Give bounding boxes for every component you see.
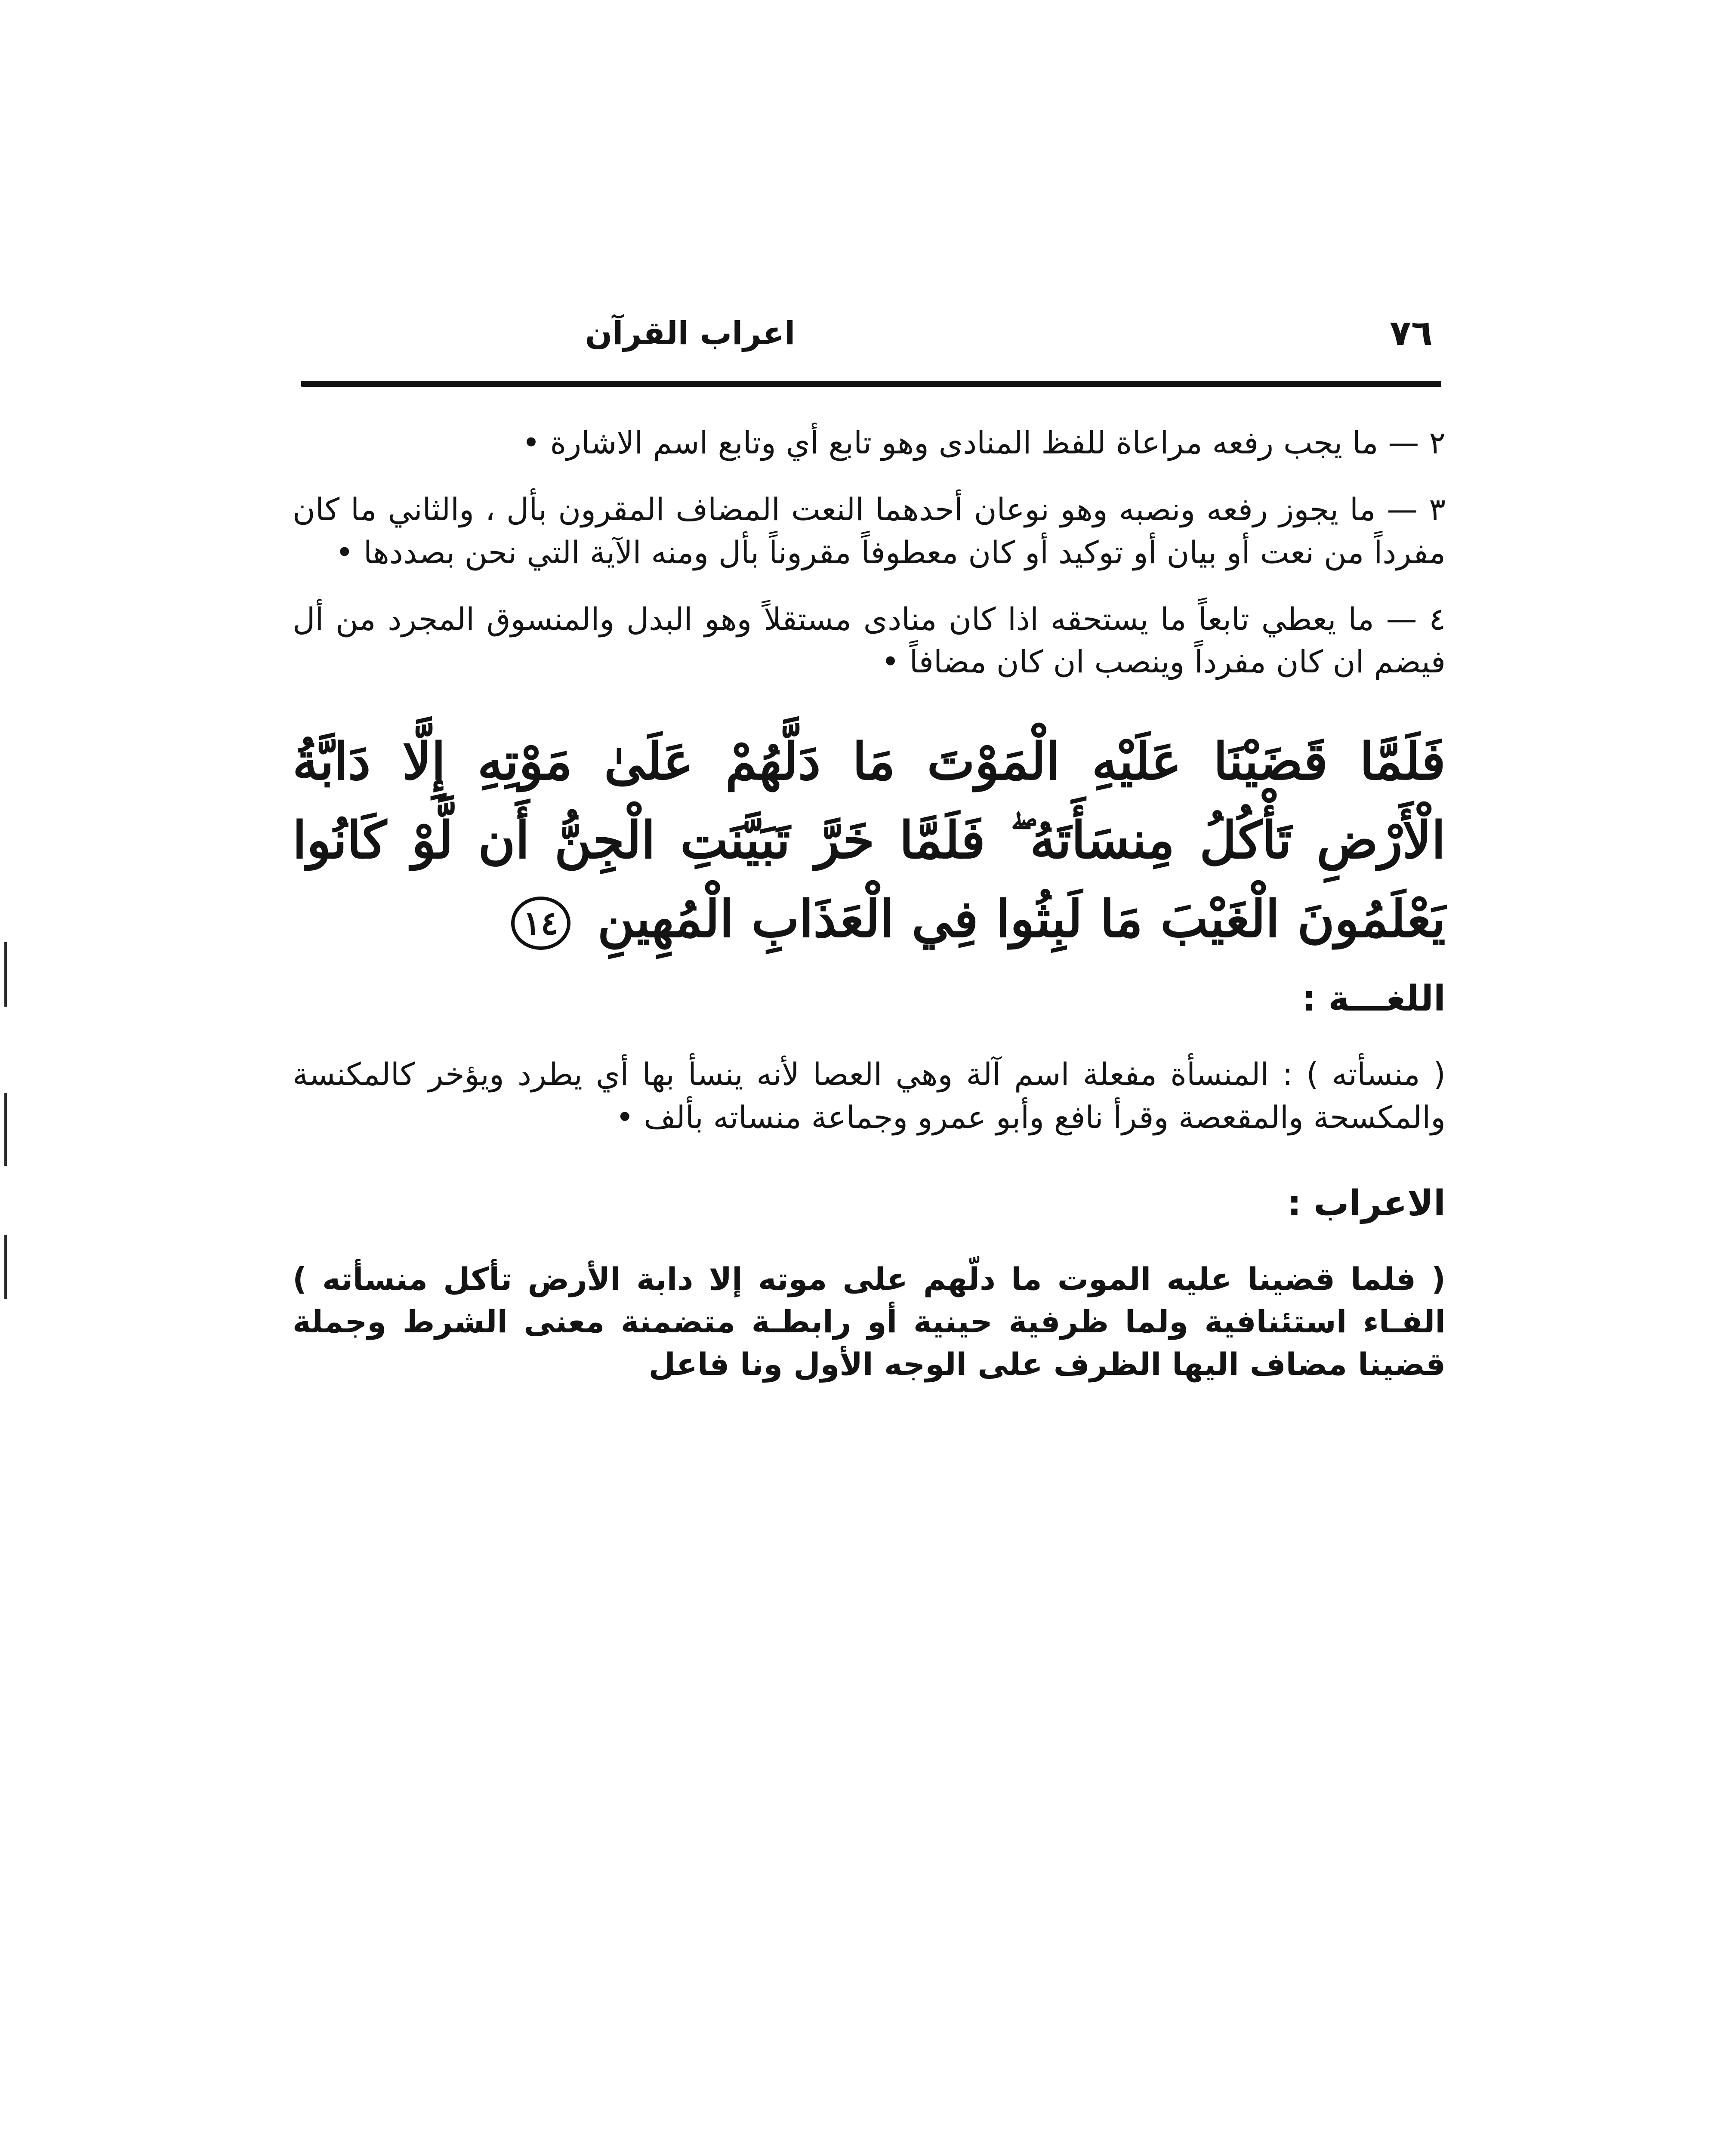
grammar-section-text: ( فلما قضينا عليه الموت ما دلّهم على موته إلا دابة الأرض تأكل منسأته ) الفـاء استئنافية ولما ظرفية حينية أو رابطـة متضمنة معنى الشرط وجملة قضينا مضاف اليها الظرف على الوجه الأول ونا فاعل [293,1260,1446,1383]
quran-verse [293,722,1446,958]
page-header [293,297,1433,370]
header-rule [301,381,1441,387]
verse-number-mark: ١٤ [511,897,570,950]
left-margin-mark-middle [4,1093,7,1166]
page-number: ٧٦ [1389,313,1433,354]
language-section-text: ( منسأته ) : المنسأة مفعلة اسم آلة وهي العصا لأنه ينسأ بها أي يطرد ويؤخر كالمكنسة والمكسحة والمقعصة وقرأ نافع وأبو عمرو وجماعة منساته بألف • [293,1056,1446,1135]
intro-item-4: ٤ — ما يعطي تابعاً ما يستحقه اذا كان منادى مستقلاً وهو البدل والمنسوق المجرد من أل فيضم ان كان مفرداً وينصب ان كان مضافاً • [293,601,1446,680]
left-margin-mark-lower [4,1235,7,1299]
book-title: اعراب القرآن [585,315,796,352]
grammar-section-title: الاعراب : [1287,1183,1446,1224]
left-margin-mark-top [4,942,7,1007]
language-section-title: اللغـــة : [1302,978,1446,1020]
page-content [293,422,1446,1410]
intro-item-2: ٢ — ما يجب رفعه مراعاة للفظ المنادى وهو تابع أي وتابع اسم الاشارة • [522,425,1446,461]
intro-item-3: ٣ — ما يجوز رفعه ونصبه وهو نوعان أحدهما النعت المضاف المقرون بأل ، والثاني ما كان مفرداً من نعت أو بيان أو توكيد أو كان معطوفاً مقروناً بأل ومنه الآية التي نحن بصددها • [293,491,1446,570]
verse-text: فَلَمَّا قَضَيْنَا عَلَيْهِ الْمَوْتَ مَا دَلَّهُمْ عَلَىٰ مَوْتِهِ إِلَّا دَابَّةُ الْأَرْضِ تَأْكُلُ مِنسَأَتَهُ ۖ فَلَمَّا خَرَّ تَبَيَّنَتِ الْجِنُّ أَن لَّوْ كَانُوا يَعْلَمُونَ الْغَيْبَ مَا لَبِثُوا فِي الْعَذَابِ الْمُهِينِ [293,731,1446,949]
